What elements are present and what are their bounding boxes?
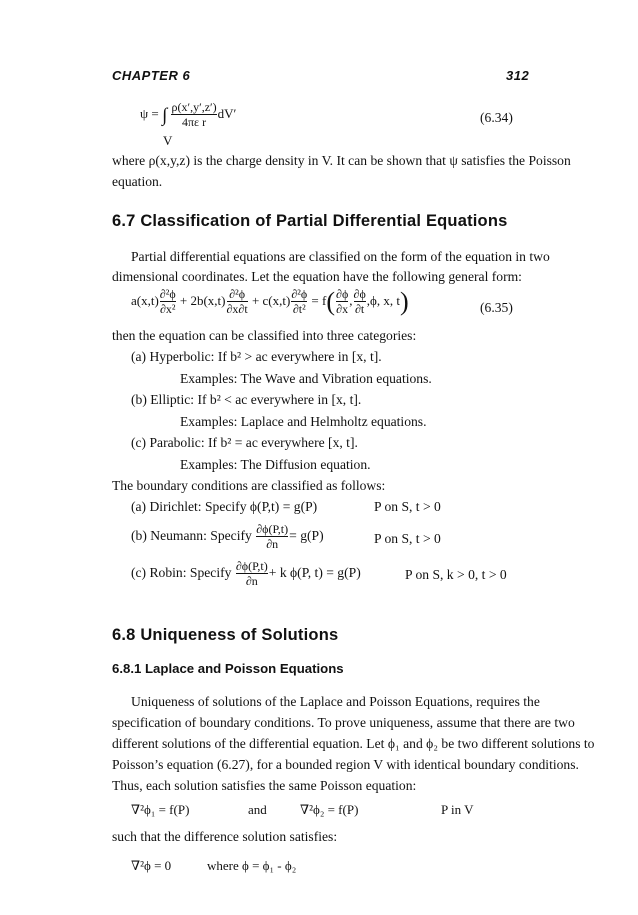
den-tt: ∂t²: [292, 302, 306, 316]
bc-robin-suffix: + k ϕ(P, t) = g(P): [268, 565, 361, 581]
difference-eq-where: where ϕ = ϕ₁ - ϕ₂: [207, 858, 297, 873]
section-6-8-1-title: 6.8.1 Laplace and Poisson Equations: [112, 661, 344, 676]
difference-eq-left: ∇²ϕ = 0: [131, 858, 172, 873]
num-xt: ∂²ϕ: [229, 287, 246, 301]
eq-6-35-a: a(x,t): [131, 292, 159, 308]
num-t: ∂ϕ: [353, 287, 366, 301]
bc-intro: The boundary conditions are classified as follows:: [112, 478, 386, 493]
num-x: ∂ϕ: [336, 287, 349, 301]
category-parabolic-example: Examples: The Diffusion equation.: [180, 457, 371, 472]
bc-robin-cond: P on S, k > 0, t > 0: [405, 567, 507, 582]
eq-6-34-number: (6.34): [480, 110, 513, 125]
bc-robin-num: ∂ϕ(P,t): [235, 559, 268, 573]
frac-xt: [227, 288, 248, 316]
uniqueness-line-3: different solutions of the differential equation. Let ϕ₁ and ϕ₂ be two different solutions to: [112, 736, 595, 751]
equation-6-34: [140, 101, 236, 129]
uniqueness-line-2: specification of boundary conditions. To prove uniqueness, assume that there are two: [112, 715, 575, 730]
uniqueness-line-5: Thus, each solution satisfies the same Poisson equation:: [112, 778, 417, 793]
uniqueness-line-1: Uniqueness of solutions of the Laplace and Poisson Equations, requires the: [131, 694, 540, 709]
para-1-line-2: equation.: [112, 174, 163, 189]
num-tt: ∂²ϕ: [291, 287, 308, 301]
den-xt: ∂x∂t: [226, 302, 248, 316]
bc-dirichlet-cond: P on S, t > 0: [374, 499, 441, 514]
den-xx: ∂x²: [159, 302, 176, 316]
bc-dirichlet: (a) Dirichlet: Specify ϕ(P,t) = g(P): [131, 499, 318, 514]
bc-neumann: [131, 523, 324, 551]
category-elliptic-example: Examples: Laplace and Helmholtz equations.: [180, 414, 427, 429]
section-6-7-title: 6.7 Classification of Partial Differential Equations: [112, 212, 508, 230]
eq-6-35-tail: ,ϕ, x, t: [366, 292, 400, 308]
paren-close: ): [399, 287, 409, 316]
paren-open: (: [326, 287, 336, 316]
eq-6-34-denominator: 4πε r: [171, 114, 216, 129]
poisson-eq-right: ∇²ϕ₂ = f(P): [300, 802, 359, 817]
poisson-eq-and: and: [248, 802, 267, 817]
eq-6-34-numerator: ρ(x′,y′,z′): [171, 100, 217, 114]
page-number: 312: [506, 68, 530, 83]
bc-robin: [131, 560, 361, 588]
eq-6-34-lhs: ψ =: [140, 105, 159, 121]
classify-line: then the equation can be classified into three categories:: [112, 328, 417, 343]
category-elliptic: (b) Elliptic: If b² < ac everywhere in [x, t].: [131, 392, 362, 407]
eq-6-34-fraction: [171, 101, 216, 129]
frac-x: [336, 288, 348, 316]
poisson-eq-domain: P in V: [441, 802, 474, 817]
eq-6-35-c: + c(x,t): [251, 292, 291, 308]
bc-robin-prefix: (c) Robin: Specify: [131, 565, 232, 581]
section-6-7-intro-1: Partial differential equations are classified on the form of the equation in two: [131, 249, 550, 264]
bc-robin-fraction: [236, 560, 268, 588]
bc-neumann-cond: P on S, t > 0: [374, 531, 441, 546]
para-1-line-1: where ρ(x,y,z) is the charge density in V. It can be shown that ψ satisfies the Poisson: [112, 153, 571, 168]
bc-neumann-fraction: [256, 523, 288, 551]
eq-6-34-dv: dV′: [217, 105, 237, 121]
difference-line: such that the difference solution satisfies:: [112, 829, 338, 844]
equation-6-35: a(x,t) $\frac{\text{∂²ϕ}}{\text{∂x²}}$ + 2b(x,t) $\frac{\text{∂²ϕ}}{\partial x\partial t}$ + c(x,t) $\frac{\text{∂²ϕ}}{\text{∂t²}}$ = f( $\frac{\partial\phi}{\partial x}$ , $\frac{\partial\phi}{\partial t}$ ,ϕ, x, t): [131, 287, 409, 316]
bc-neumann-suffix: = g(P): [289, 528, 324, 544]
category-hyperbolic: (a) Hyperbolic: If b² > ac everywhere in [x, t].: [131, 349, 382, 364]
eq-6-35-b: + 2b(x,t): [179, 292, 226, 308]
section-6-8-title: 6.8 Uniqueness of Solutions: [112, 626, 339, 644]
section-6-7-intro-2: dimensional coordinates. Let the equation have the following general form:: [112, 269, 522, 284]
bc-robin-den: ∂n: [236, 573, 268, 588]
bc-neumann-prefix: (b) Neumann: Specify: [131, 528, 252, 544]
eq-6-34-domain: V: [163, 133, 173, 148]
poisson-eq-left: ∇²ϕ₁ = f(P): [131, 802, 190, 817]
bc-neumann-den: ∂n: [256, 536, 288, 551]
frac-tt: [291, 288, 307, 316]
integral-sign: ∫: [161, 105, 168, 126]
eq-6-35-number: (6.35): [480, 300, 513, 315]
uniqueness-line-4: Poisson’s equation (6.27), for a bounded region V with identical boundary conditions.: [112, 757, 579, 772]
den-t: ∂t: [355, 302, 365, 316]
bc-neumann-num: ∂ϕ(P,t): [256, 522, 289, 536]
num-xx: ∂²ϕ: [159, 287, 176, 301]
eq-6-35-eq: = f: [311, 292, 327, 308]
frac-t: [354, 288, 366, 316]
frac-xx: [160, 288, 176, 316]
chapter-header: CHAPTER 6: [112, 68, 191, 83]
category-hyperbolic-example: Examples: The Wave and Vibration equations.: [180, 371, 432, 386]
category-parabolic: (c) Parabolic: If b² = ac everywhere [x, t].: [131, 435, 358, 450]
den-x: ∂x: [336, 302, 349, 316]
